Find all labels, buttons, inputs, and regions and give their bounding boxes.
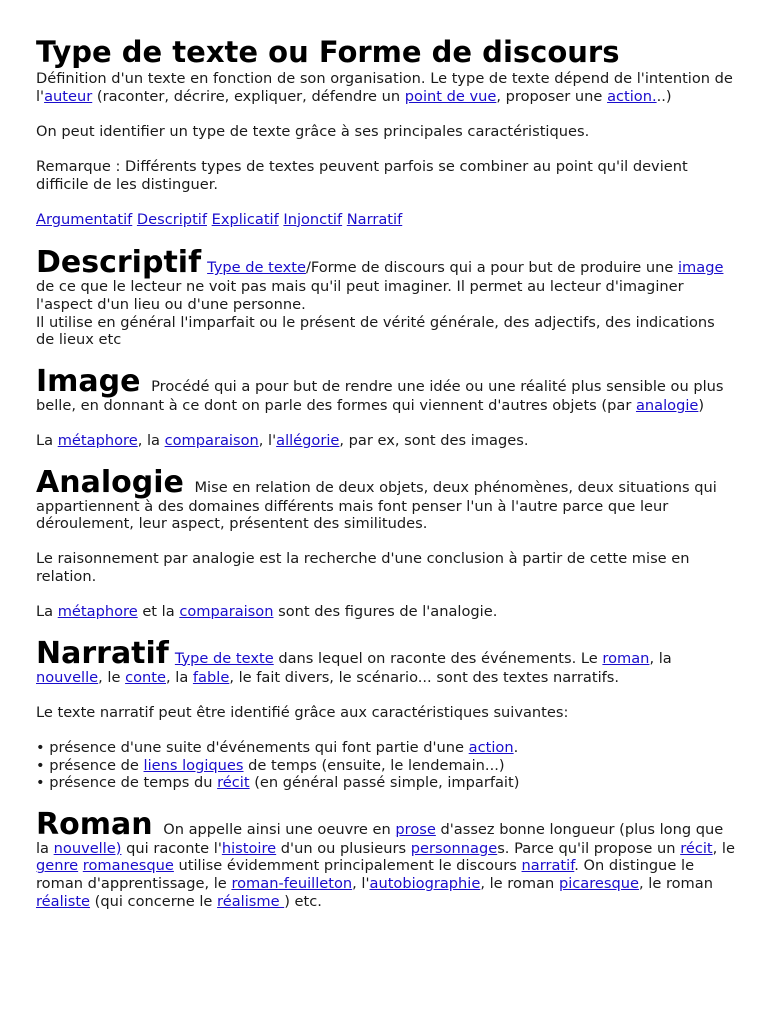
link-romanesque[interactable]: romanesque: [82, 857, 174, 875]
text: . On distingue le roman d'apprentissage, le: [36, 857, 695, 892]
analogie-figures: [36, 603, 736, 621]
text: , le roman: [480, 875, 559, 892]
analogie-reasoning: Le raisonnement par analogie est la recherche d'une conclusion à partir de cette mise en relation.: [36, 550, 690, 585]
text: • présence de: [36, 756, 144, 774]
section-narratif: [36, 635, 736, 792]
text: s. Parce qu'il propose un: [497, 839, 681, 857]
text: dans lequel on raconte des événements. Le: [273, 649, 603, 667]
heading-descriptif: Descriptif: [36, 245, 202, 281]
link-narratif[interactable]: narratif: [521, 857, 575, 875]
text: (en général passé simple, imparfait): [249, 774, 520, 792]
link-narratif[interactable]: Narratif: [346, 210, 403, 228]
link-allegorie[interactable]: allégorie: [276, 431, 340, 449]
text: , le: [98, 668, 126, 686]
link-argumentatif[interactable]: Argumentatif: [36, 210, 133, 228]
link-roman[interactable]: roman: [602, 649, 650, 667]
section-image: [36, 363, 736, 450]
section-analogie: [36, 464, 736, 621]
text: , l': [258, 431, 277, 449]
text: , le fait divers, le scénario... sont des textes narratifs.: [229, 668, 620, 686]
section-descriptif: [36, 245, 736, 349]
link-genre[interactable]: genre: [36, 857, 79, 875]
link-analogie[interactable]: analogie: [635, 396, 699, 414]
text: ..): [656, 87, 672, 105]
link-recit[interactable]: récit: [680, 839, 713, 857]
text: /Forme de discours qui a pour but de produire une: [305, 259, 678, 277]
link-comparaison[interactable]: comparaison: [164, 431, 259, 449]
link-explicatif[interactable]: Explicatif: [211, 210, 279, 228]
link-type-de-texte[interactable]: Type de texte: [174, 649, 274, 667]
bullet-item: [36, 739, 736, 757]
text: de temps (ensuite, le lendemain...): [243, 756, 505, 774]
link-descriptif[interactable]: Descriptif: [136, 210, 207, 228]
section-roman: [36, 806, 736, 910]
link-action[interactable]: action.: [607, 87, 657, 105]
link-type-de-texte[interactable]: Type de texte: [207, 259, 306, 277]
intro-paragraph: [36, 70, 736, 105]
text: .: [513, 739, 519, 757]
link-histoire[interactable]: histoire: [221, 839, 277, 857]
text: On appelle ainsi une oeuvre en: [158, 820, 396, 838]
text: , l': [352, 875, 370, 892]
text: • présence d'une suite d'événements qui font partie d'une: [36, 739, 469, 757]
link-recit[interactable]: récit: [217, 774, 250, 792]
link-injonctif[interactable]: Injonctif: [283, 210, 343, 228]
text: Procédé qui a pour but de rendre une idée ou une réalité plus sensible ou plus belle, en donnant à ce dont on parle des formes qui viennent d'autres objets (par: [36, 377, 724, 414]
text: , la: [137, 431, 165, 449]
heading-image: Image: [36, 363, 141, 399]
image-paragraph: [36, 363, 736, 415]
link-conte[interactable]: conte: [125, 668, 166, 686]
text: et la: [137, 603, 180, 621]
link-point-de-vue[interactable]: point de vue: [404, 87, 497, 105]
document-page: [36, 34, 736, 910]
bullet-item: [36, 774, 736, 792]
link-autobiographie[interactable]: autobiographie: [369, 875, 481, 892]
text: • présence de temps du: [36, 774, 218, 792]
text: , par ex, sont des images.: [339, 431, 529, 449]
link-comparaison[interactable]: comparaison: [179, 603, 274, 621]
heading-narratif: Narratif: [36, 635, 169, 671]
intro-identify: On peut identifier un type de texte grâce à ses principales caractéristiques.: [36, 122, 590, 140]
link-metaphore[interactable]: métaphore: [57, 603, 138, 621]
text: , le roman: [639, 875, 713, 892]
heading-roman: Roman: [36, 806, 153, 842]
link-roman-feuilleton[interactable]: roman-feuilleton: [231, 875, 353, 892]
text: , la: [166, 668, 193, 686]
descriptif-detail: Il utilise en général l'imparfait ou le présent de vérité générale, des adjectifs, des indications de lieux etc: [36, 313, 715, 349]
text: Définition d'un texte en fonction de son organisation. Le type de texte dépend de l'intention de l': [36, 70, 733, 105]
text: qui raconte l': [121, 839, 222, 857]
link-liens-logiques[interactable]: liens logiques: [143, 756, 244, 774]
link-auteur[interactable]: auteur: [44, 87, 93, 105]
heading-analogie: Analogie: [36, 464, 184, 500]
text: , la: [649, 649, 672, 667]
narratif-paragraph: [36, 635, 736, 687]
link-prose[interactable]: prose: [395, 820, 436, 838]
type-links: [36, 211, 736, 229]
text: ): [698, 396, 705, 414]
text: sont des figures de l'analogie.: [273, 603, 498, 621]
link-nouvelle[interactable]: nouvelle): [53, 839, 122, 857]
text: , proposer une: [496, 87, 608, 105]
link-nouvelle[interactable]: nouvelle: [36, 668, 99, 686]
narratif-characteristics: Le texte narratif peut être identifié grâce aux caractéristiques suivantes:: [36, 703, 569, 721]
text: , le: [712, 839, 735, 857]
text: d'un ou plusieurs: [276, 839, 411, 857]
link-realisme[interactable]: réalisme: [217, 892, 285, 910]
roman-paragraph: [36, 806, 736, 910]
descriptif-paragraph: [36, 245, 736, 313]
page-title: Type de texte ou Forme de discours: [36, 35, 620, 69]
text: La: [36, 431, 58, 449]
link-fable[interactable]: fable: [192, 668, 230, 686]
text: (raconter, décrire, expliquer, défendre un: [92, 87, 405, 105]
link-picaresque[interactable]: picaresque: [558, 875, 639, 892]
text: utilise évidemment principalement le discours: [173, 857, 522, 875]
text: Mise en relation de deux objets, deux phénomènes, deux situations qui appartiennent à des domaines différents mais font penser l'un à l'autre parce que leur déroulement, leur aspect, présentent des similitudes.: [36, 478, 717, 533]
text: La: [36, 603, 58, 621]
text: de ce que le lecteur ne voit pas mais qu'il peut imaginer. Il permet au lecteur d'imaginer l'aspect d'un lieu ou d'une personne.: [36, 278, 684, 313]
text: ) etc.: [284, 892, 322, 910]
link-realiste[interactable]: réaliste: [36, 892, 91, 910]
link-image[interactable]: image: [677, 259, 724, 277]
bullet-item: [36, 757, 736, 775]
link-metaphore[interactable]: métaphore: [57, 431, 138, 449]
image-examples: [36, 432, 736, 450]
text: d'assez bonne longueur (plus long que la: [36, 820, 724, 857]
text: (qui concerne le: [90, 892, 218, 910]
analogie-paragraph: [36, 464, 736, 533]
intro-remark: Remarque : Différents types de textes peuvent parfois se combiner au point qu'il devient difficile de les distinguer.: [36, 157, 688, 193]
link-personnages[interactable]: personnage: [410, 839, 498, 857]
link-action[interactable]: action: [468, 739, 514, 757]
